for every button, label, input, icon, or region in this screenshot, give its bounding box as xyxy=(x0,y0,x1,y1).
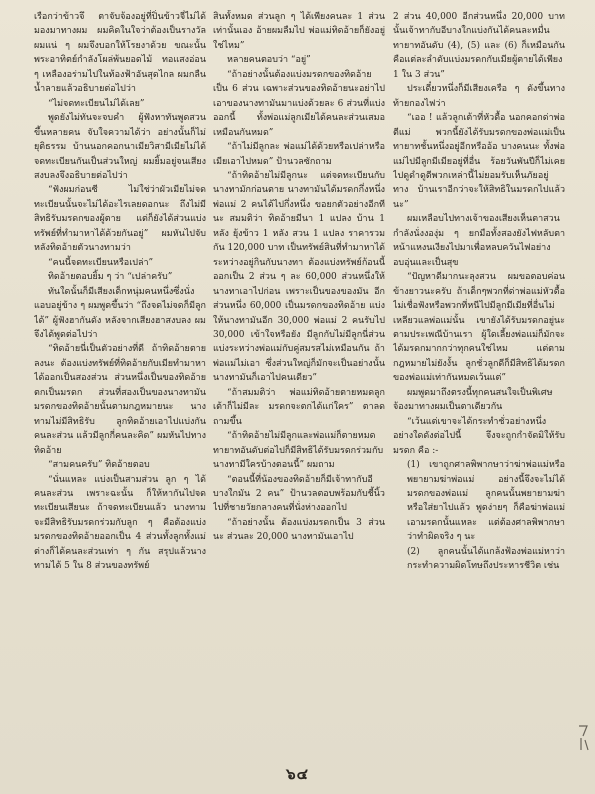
paragraph: “ถ้าสมมติว่า พ่อแม่ทิดอ้ายตายหมดลูกเต้าก็ไม่มีละ มรดกจะตกได้แก่ใคร” ตาลดถามขึ้น xyxy=(213,387,385,427)
paragraph: “เว้นแต่เขาจะได้กระทำชั่วอย่างหนึ่งอย่างใดดังต่อไปนี้ จึงจะถูกกำจัดมิให้รับมรดก คือ :- xyxy=(393,416,565,456)
paragraph: เรือกว่าข้าวจึ ตาจับจ้องอยู่ที่ปิ่นข้าวจี่ไม่ได้มองมาทางผม ผมคิดในใจว่าต้องเป็นรางวัลผมแน่ ๆ ผมจึงบอกให้โรยงาด้วย ขณะนั้นพระอาทิตย์กำลังโผล่พ้นยอดไม้ ทอแสงอ่อน ๆ เหลืองอร่ามไปในท้องฟ้าอันสุดไกล ผมกลืนน้ำลายแล้วอธิบายต่อไปว่า xyxy=(34,12,206,95)
paragraph: “ถ้าอย่างนั้น ต้องแบ่งมรดกเป็น 3 ส่วนนะ ส่วนละ 20,000 นางทามันเอาไป xyxy=(213,517,385,543)
paragraph: ทิดอ้ายตอบยิ้ม ๆ ว่า “เปล่าครับ” xyxy=(48,272,173,283)
paragraph: “สามคนครับ” ทิดอ้ายตอบ xyxy=(48,460,150,471)
paragraph: “ตอนนี้ที่น้องของทิดอ้ายก็มีเจ้าทากับอีบางใกมัน 2 คน” ป้านวลตอบพร้อมกับชี้นิ้วไปที่ชายวัยกลางคนที่นั่งห่างออกไป xyxy=(213,474,385,514)
paragraph: สินทั้งหมด ส่วนลูก ๆ ได้เพียงคนละ 1 ส่วนเท่านั้นเอง อ้ายผมลืมไป พ่อแม่ทิดอ้ายก็ยังอยู่ใช่ไหม” xyxy=(213,12,385,51)
paragraph: “ถ้าทิดอ้ายไม่มีลูกและพ่อแม่ก็ตายหมด ทายาทอันดับต่อไปก็มีสิทธิได้รับมรดกร่วมกับนางทามีใครบ้างตอนนี้” ผมถาม xyxy=(213,431,384,471)
paragraph: “คนนี้จดทะเบียนหรือเปล่า” xyxy=(48,257,154,268)
paragraph: “ไม่จดทะเบียนไม่ได้เลย” xyxy=(48,98,145,109)
paragraph: ผมเหลือบไปทางเจ้าของเสียงเห็นตาสวนกำลังนั่งงองุ่ม ๆ ยกมือทั้งสองยังไฟหลับตาหน้าแหงนเงียงไปมาเพื่อหลบควันไฟอย่างอบอุ่นและเป็นสุข xyxy=(393,214,565,268)
paragraph: 2 ส่วน 40,000 อีกส่วนหนึ่ง 20,000 บาท นั้นเจ้าทากับอีบางใกแบ่งกันได้คนละหมื่น ทายาทอันดับ (4), (5) และ (6) ก็เหมือนกัน คือแต่ละลำดับแบ่งมรดกกับเมียผู้ตายได้เพียง 1 ใน 3 ส่วน” xyxy=(393,12,565,80)
paragraph: (2) ลูกคนนั้นได้แกล้งฟ้องพ่อแม่หาว่ากระทำความผิดโทษถึงประหารชีวิต เช่น xyxy=(407,546,565,572)
paragraph: พูดยังไม่ทันจะจบคำ ผู้ฟังหาทันพูดสวนขึ้นหลายคน จับใจความได้ว่า อย่างนั้นก็ไม่ยุติธรรม บ้านนอกคอกนาเมียวิสามีเมียไม่ได้จดทะเบียนกันเป็นส่วนใหญ่ ผมยิ้มอยู่จนเสียงสงบลงจึงอธิบายต่อไปว่า xyxy=(34,113,206,181)
text-column-3 xyxy=(393,10,565,752)
paragraph: “ปัญหาดีมากนะลุงสวน ผมขอตอบค่อนข้างยาวนะครับ ถ้าเด็กๆพวกที่ด่าพ่อแม่หัวดื้อ ไม่เชื่อฟังหรือพวกที่หนีไปมีลูกมีเมียที่อื่นไม่เหลียวแลพ่อแม่นั้น เขายังได้รับมรดกอยู่นะ ตามประเพณีบ้านเรา ผู้ใดเลี้ยงพ่อแม่ก็มักจะได้มรดกมากกว่าทุกคนใช่ไหม แต่ตามกฎหมายไม่ยังงั้น ลูกชั่วลูกดีก็มีสิทธิได้มรดกของพ่อแม่เท่ากันหมดเว้นแต่” xyxy=(393,272,565,384)
paragraph: “ถ้าทิดอ้ายไม่มีลูกนะ แต่จดทะเบียนกับนางทามักก่อนตาย นางทามันได้มรดกกึ่งหนึ่ง พ่อแม่ 2 คนได้ไปกึ่งหนึ่ง ขอยกตัวอย่างอีกทีนะ สมมติว่า ทิดอ้ายมีนา 1 แปลง บ้าน 1 หลัง ยุ้งข้าว 1 หลัง สวน 1 แปลง ราคารวมกัน 120,000 บาท เป็นทรัพย์สินที่ทำมาหาได้ระหว่างอยู่กินกับนางทา ต้องแบ่งทรัพย์ก้อนนี้ออกเป็น 2 ส่วน ๆ ละ 60,000 ส่วนหนึ่งให้นางทาเอาไปก่อน เพราะเป็นของของมัน อีกส่วนหนึ่ง 60,000 เป็นมรดกของทิดอ้าย แบ่งให้นางทามันอีก 30,000 พ่อแม่ 2 คนรับไป 30,000 เข้าใจหรือยัง มีลูกกับไม่มีลูกนี่ส่วนแบ่งระหว่างพ่อแม่กับคู่สมรสไม่เหมือนกัน ถ้าพ่อแม่ไม่เอา ซึ่งส่วนใหญ่ก็มักจะเป็นอย่างนั้น นางทามันก็เอาไปคนเดียว” xyxy=(213,170,385,384)
paragraph: “ถ้าอย่างนั้นต้องแบ่งมรดกของทิดอ้ายเป็น 6 ส่วน เฉพาะส่วนของทิดอ้ายนะอย่าไปเอาของนางทามันมาแบ่งด้วยละ 6 ส่วนที่แบ่งออกนี้ ทั้งพ่อแม่ลูกเมียได้คนละส่วนเสมอเหมือนกันหมด” xyxy=(213,69,385,138)
handwritten-margin-mark xyxy=(575,722,593,752)
paragraph: ผมพูดมาถึงตรงนี้ทุกคนสนใจเป็นพิเศษ จ้องมาทางผมเป็นตาเดียวกัน xyxy=(393,387,553,413)
paragraph: ประเดี๋ยวหนึ่งก็มีเสียงเครือ ๆ ดังขึ้นทางท้ายกองไฟว่า xyxy=(393,84,565,109)
page-number: ๖๔ xyxy=(286,765,309,783)
paragraph: “ถ้าไม่มีลูกละ พ่อแม่ได้ด้วยหรือเปล่าหรือเมียเอาไปหมด” ป้านวลซักถาม xyxy=(213,142,385,167)
paragraph: “ทิดอ้ายนี่เป็นตัวอย่างที่ดี ถ้าทิดอ้ายตายลงนะ ต้องแบ่งทรัพย์ที่ทิดอ้ายกับเมียทำมาหาได้ออกเป็นสองส่วน ส่วนหนึ่งเป็นของทิดอ้าย ตกเป็นมรดก ส่วนที่สองเป็นของนางทามัน มรดกของทิดอ้ายนั้นตามกฎหมายนะ นางทามไม่มีสิทธิรับ ลูกทิดอ้ายเอาไปแบ่งกันคนละส่วน แล้วมีลูกกี่คนละคิด” ผมหันไปทางทิดอ้าย xyxy=(34,344,206,456)
text-column-2 xyxy=(213,10,385,752)
paragraph: หลายคนตอบว่า “อยู่” xyxy=(227,55,311,66)
paragraph: “ฟังผมก่อนซี ไม่ใช่ว่าผัวเมียไม่จดทะเบียนนั้นจะไม่ได้อะไรเลยดอกนะ ถึงไม่มีสิทธิรับมรดกของผู้ตาย แต่ก็ยังได้ส่วนแบ่งทรัพย์ที่ทำมาหาได้ด้วยกันอยู่” ผมหันไปจับหลังทิดอ้ายตัวนางทามว่า xyxy=(34,185,206,254)
paragraph: “นั่นแหละ แบ่งเป็นสามส่วน ลูก ๆ ได้คนละส่วน เพราะฉะนั้น ก็ให้หากันไปจดทะเบียนเสียนะ ถ้าจดทะเบียนแล้ว นางทามจะมีสิทธิรับมรดกร่วมกับลูก ๆ คือต้องแบ่งมรดกของทิดอ้ายออกเป็น 4 ส่วนทั้งลูกทั้งแม่ต่างก็ได้คนละส่วนเท่า ๆ กัน สรุปแล้วนางทามได้ 5 ใน 8 ส่วนของทรัพย์ xyxy=(34,474,206,572)
paragraph: “เออ ! แล้วลูกเต้าที่หัวดื้อ นอกคอกด่าพ่อตีแม่ พวกนี้ยังได้รับมรดกของพ่อแม่เป็นทายาทชั้นหนึ่งอยู่อีกหรืออ้อ บางคนนะ ทั้งพ่อแม่ไปมีลูกมีเมียอยู่ที่อื่น ร้อยวันพันปีก็ไม่เคยไปดูดำดูดีพวกเหล่านี้ไม่ยอมรับเห็นภัยอยู่ ทาง บ้านเราอีกว่าจะให้สิทธิในมรดกไปแล้วนะ” xyxy=(393,113,565,210)
paragraph: (1) เขาถูกศาลพิพากษาว่าฆ่าพ่อแม่หรือ พยายามฆ่าพ่อแม่ อย่างนี้จึงจะไม่ได้มรดกของพ่อแม่ ลูกคนนั้นพยายามฆ่าหรือใส่ยาไปแล้ว พูดง่ายๆ ก็คือฆ่าพ่อแม่เอามรดกนั้นแหละ แต่ต้องศาลพิพากษาว่าทำผิดจริง ๆ นะ xyxy=(407,460,565,543)
paragraph: ทันใดนั้นก็มีเสียงเด็กหนุ่มคนหนึ่งซึ่งนั่งแอบอยู่ข้าง ๆ ผมพูดขึ้นว่า “ถึงจดไม่จดก็มีลูกได้” ผู้ฟังฮากันดัง หลังจากเสียงฮาสงบลง ผมจึงได้พูดต่อไปว่า xyxy=(34,286,206,340)
text-column-1 xyxy=(34,10,206,752)
